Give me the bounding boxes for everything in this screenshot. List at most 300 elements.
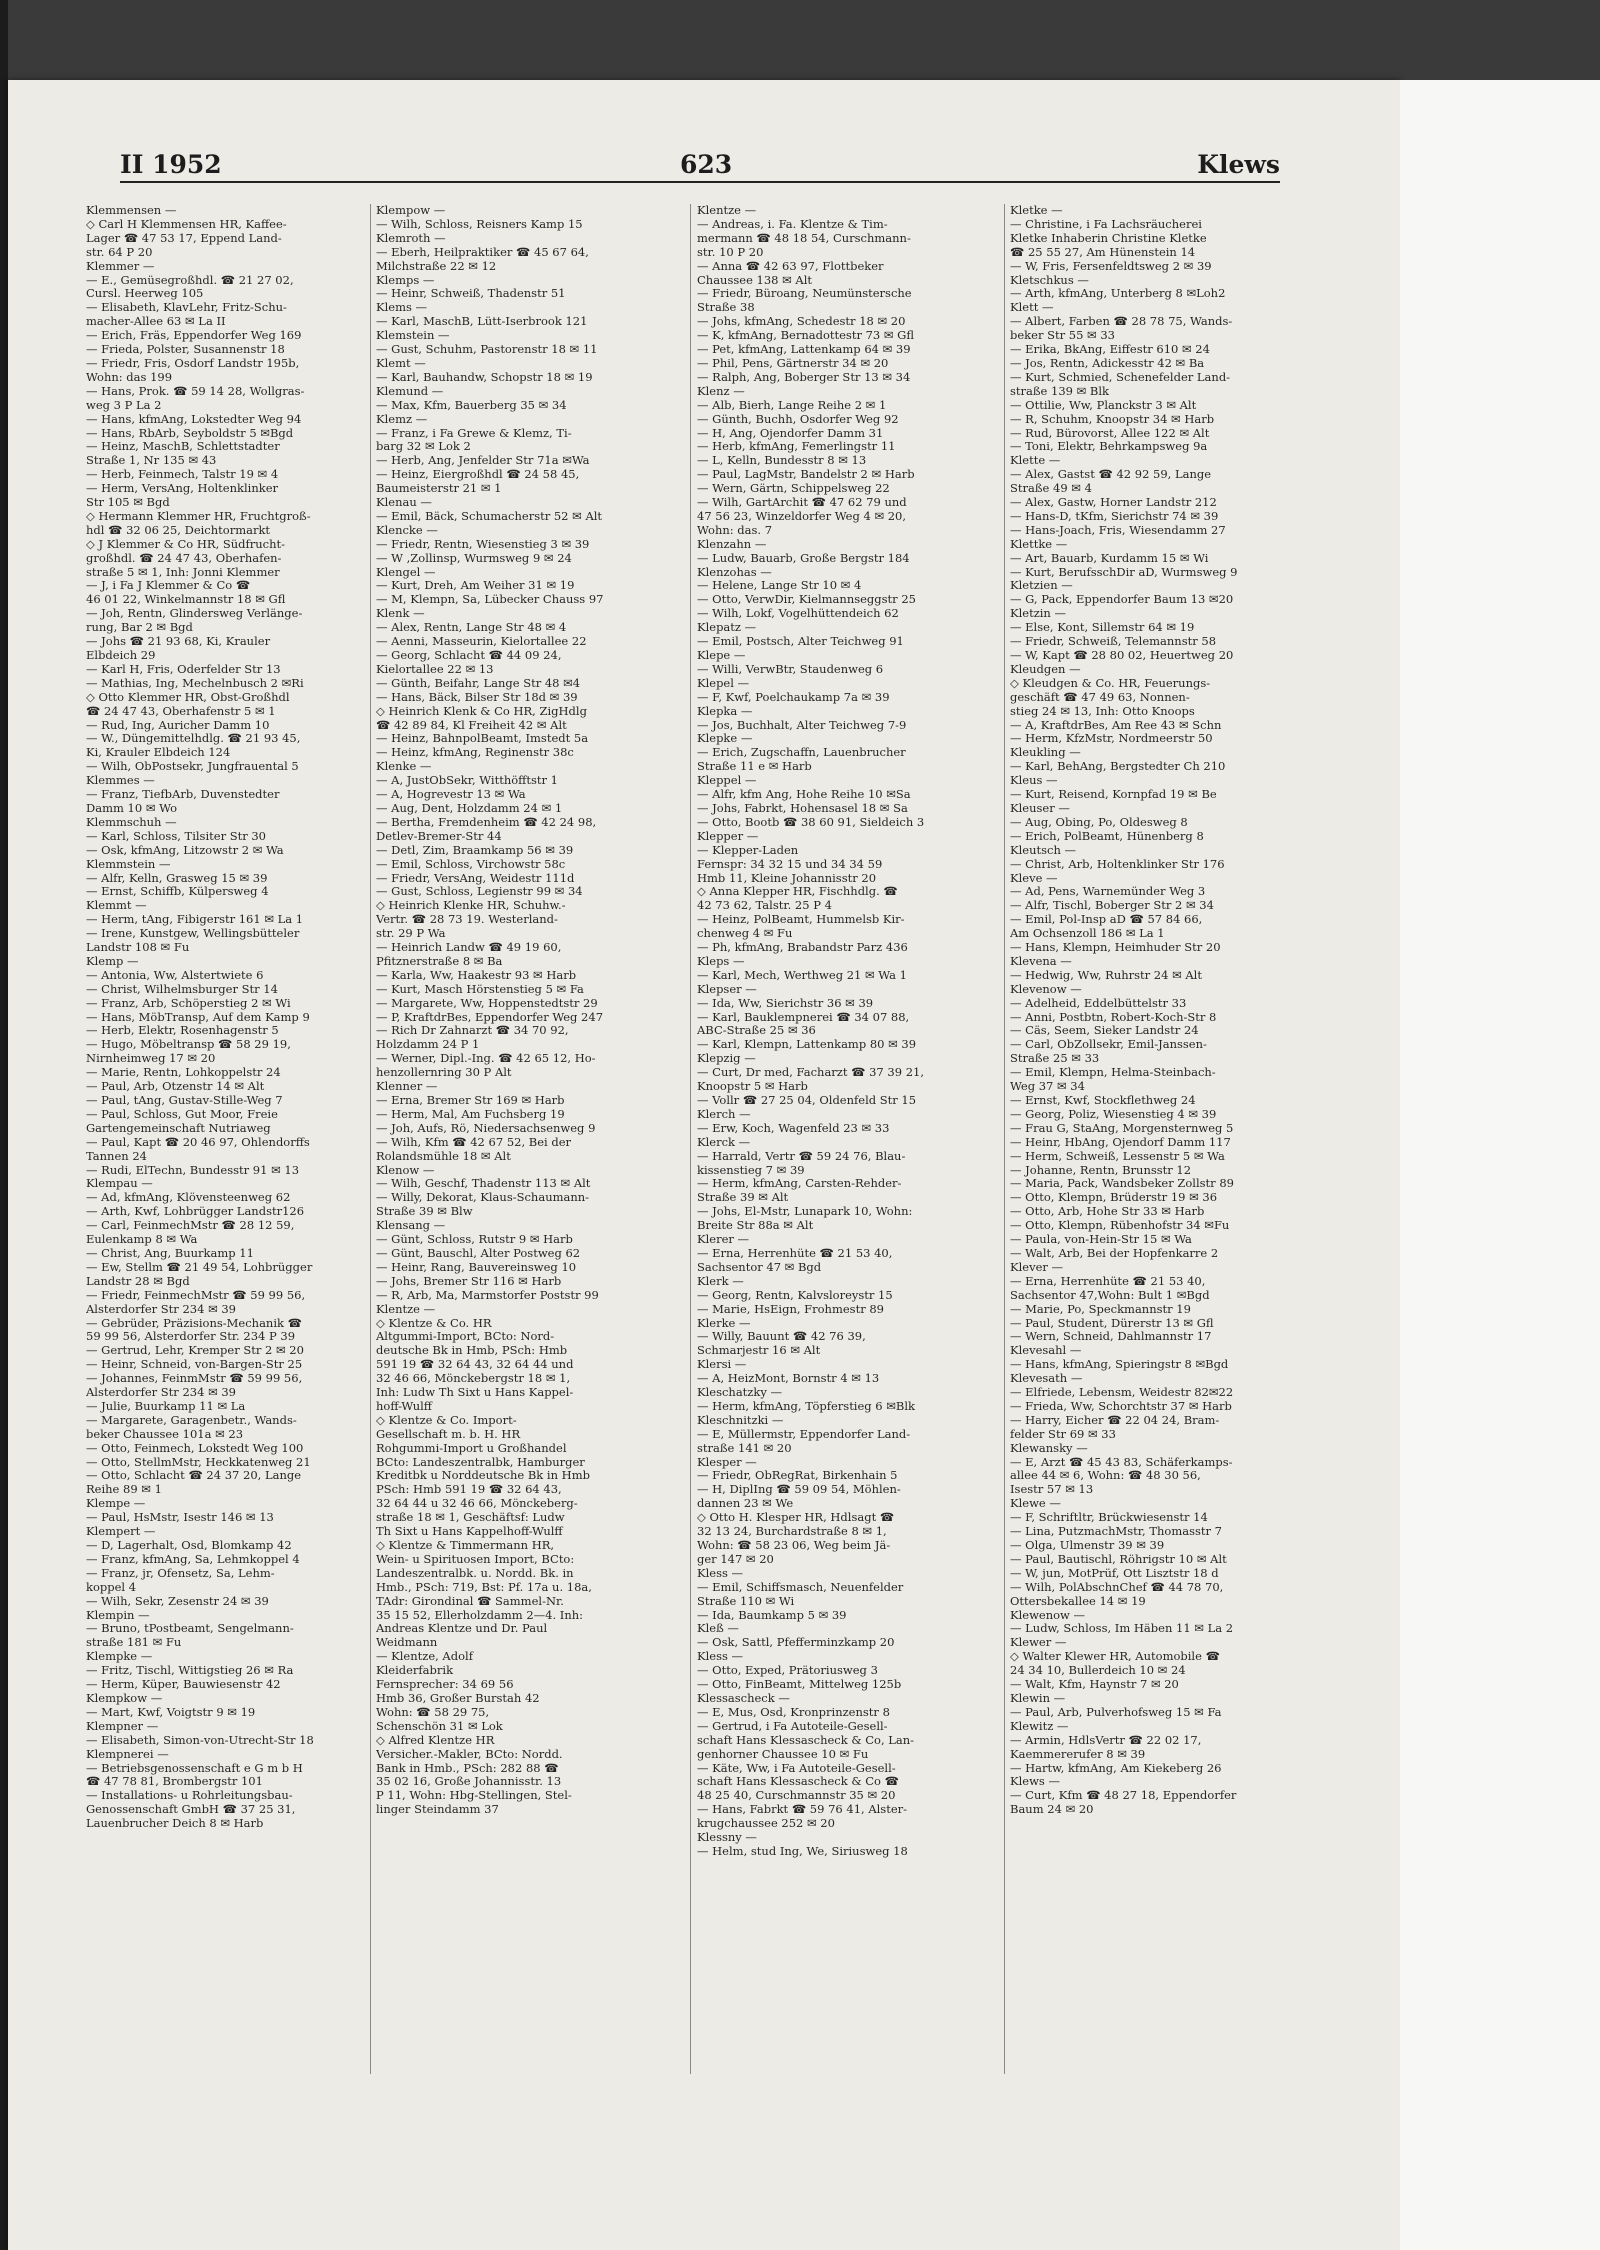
directory-entry-line: allee 44 ✉ 6, Wohn: ☎ 48 30 56, [1010,1469,1201,1483]
directory-entry-line: — Karl H, Fris, Oderfelder Str 13 [86,662,281,676]
directory-entry-line: — Armin, HdlsVertr ☎ 22 02 17, [1010,1733,1202,1747]
directory-entry-line: Kleukling — [1010,746,1081,760]
directory-entry-line: — Kurt, Schmied, Schenefelder Land- [1010,370,1231,384]
directory-entry-line: Klemmes — [86,774,155,788]
directory-entry-line: — Otto, Bootb ☎ 38 60 91, Sieldeich 3 [697,815,925,829]
directory-entry-line: weg 3 P La 2 [86,398,162,412]
directory-entry-line: Klemmstein — [86,857,171,871]
directory-entry-line: Klett — [1010,301,1054,315]
directory-entry-line: — Marie, Rentn, Lohkoppelstr 24 [86,1066,281,1080]
directory-entry-line: — Rich Dr Zahnarzt ☎ 34 70 92, [376,1024,569,1038]
directory-entry-line: — Phil, Pens, Gärtnerstr 34 ✉ 20 [697,356,889,370]
directory-entry-line: — Karl, Mech, Werthweg 21 ✉ Wa 1 [697,968,907,982]
directory-entry-line: — Betriebsgenossenschaft e G m b H [86,1761,303,1775]
directory-entry-line: — Klepper-Laden [697,843,799,857]
directory-entry-line: Hmb., PSch: 719, Bst: Pf. 17a u. 18a, [376,1580,592,1594]
directory-entry-line: Alsterdorfer Str 234 ✉ 39 [86,1386,236,1400]
directory-entry-line: — Art, Bauarb, Kurdamm 15 ✉ Wi [1010,551,1209,565]
directory-entry-line: Isestr 57 ✉ 13 [1010,1483,1094,1497]
directory-entry-line: — Heinr, Schneid, von-Bargen-Str 25 [86,1358,303,1372]
column-3 [697,204,969,1859]
directory-entry-line: Klepe — [697,649,746,662]
directory-entry-line: — Ida, Ww, Sierichstr 36 ✉ 39 [697,996,874,1010]
directory-entry-line: — J, i Fa J Klemmer & Co ☎ [86,579,251,593]
directory-entry-line: — Günt, Bauschl, Alter Postweg 62 [376,1246,581,1260]
directory-entry-line: Landeszentralbk. u. Nordd. Bk. in [376,1566,574,1580]
directory-entry-line: — Friedr, FeinmechMstr ☎ 59 99 56, [86,1288,306,1302]
directory-entry-line: ◇ Walter Klewer HR, Automobile ☎ [1010,1650,1220,1664]
directory-entry-line: Th Sixt u Hans Kappelhoff-Wulff [376,1525,563,1539]
directory-entry-line: — Georg, Schlacht ☎ 44 09 24, [376,649,562,662]
directory-entry-line: — Hans, kfmAng, Spieringstr 8 ✉Bgd [1010,1358,1229,1372]
directory-entry-line: — Irene, Kunstgew, Wellingsbütteler [86,927,300,941]
directory-entry-line: — Franz, i Fa Grewe & Klemz, Ti- [376,426,572,440]
directory-entry-line: str. 29 P Wa [376,927,446,941]
directory-entry-line: — Friedr, Fris, Osdorf Landstr 195b, [86,356,300,370]
directory-entry-line: — Jos, Rentn, Adickesstr 42 ✉ Ba [1010,356,1205,370]
directory-entry-line: Weg 37 ✉ 34 [1010,1080,1085,1094]
directory-entry-line: — Alb, Bierh, Lange Reihe 2 ✉ 1 [697,398,887,412]
directory-entry-line: — Georg, Rentn, Kalvsloreystr 15 [697,1288,893,1302]
directory-entry-line: — Gertrud, i Fa Autoteile-Gesell- [697,1719,888,1733]
directory-entry-line: Klepper — [697,829,759,843]
column-4 [1010,204,1282,1817]
directory-entry-line: — Hans, RbArb, Seyboldstr 5 ✉Bgd [86,426,294,440]
directory-entry-line: — Käte, Ww, i Fa Autoteile-Gesell- [697,1761,896,1775]
directory-entry-line: — Paul, Student, Dürerstr 13 ✉ Gfl [1010,1316,1214,1330]
directory-entry-line: — Emil, Schiffsmasch, Neuenfelder [697,1580,904,1594]
directory-entry-line: Klewenow — [1010,1608,1086,1622]
directory-entry-line: dannen 23 ✉ We [697,1497,794,1511]
directory-entry-line: — Karl, Bauhandw, Schopstr 18 ✉ 19 [376,370,593,384]
directory-entry-line: — Ernst, Kwf, Stockflethweg 24 [1010,1094,1196,1107]
directory-entry-line: — Lina, PutzmachMstr, Thomasstr 7 [1010,1525,1222,1539]
directory-entry-line: — Karl, BehAng, Bergstedter Ch 210 [1010,760,1226,774]
directory-entry-line: 35 15 52, Ellerholzdamm 2—4. Inh: [376,1608,583,1622]
directory-entry-line: straße 18 ✉ 1, Geschäftsf: Ludw [376,1511,565,1525]
directory-entry-line: — Karla, Ww, Haakestr 93 ✉ Harb [376,968,577,982]
directory-entry-line: ◇ Otto H. Klesper HR, Hdlsagt ☎ [697,1511,895,1525]
directory-entry-line: — Aug, Dent, Holzdamm 24 ✉ 1 [376,801,563,815]
directory-entry-line: 32 46 66, Mönckebergstr 18 ✉ 1, [376,1372,571,1386]
page-number: 623 [680,150,733,179]
directory-entry-line: Kleiderfabrik [376,1664,454,1678]
directory-entry-line: — Rudi, ElTechn, Bundesstr 91 ✉ 13 [86,1163,300,1177]
directory-entry-line: — Frieda, Polster, Susannenstr 18 [86,343,285,357]
directory-entry-line: 46 01 22, Winkelmannstr 18 ✉ Gfl [86,593,286,607]
directory-entry-line: — Ad, Pens, Warnemünder Weg 3 [1010,885,1206,899]
directory-entry-line: Kletke — [1010,204,1063,217]
directory-entry-line: — Alfr, kfm Ang, Hohe Reihe 10 ✉Sa [697,788,911,802]
directory-entry-line: Klentze — [376,1302,436,1316]
directory-entry-line: Klemp — [86,954,139,968]
directory-entry-line: — A, HeizMont, Bornstr 4 ✉ 13 [697,1372,880,1386]
directory-entry-line: — Frieda, Ww, Schorchtstr 37 ✉ Harb [1010,1399,1232,1413]
directory-entry-line: — Erw, Koch, Wagenfeld 23 ✉ 33 [697,1121,890,1135]
directory-entry-line: — Franz, jr, Ofensetz, Sa, Lehm- [86,1566,275,1580]
directory-entry-line: beker Str 55 ✉ 33 [1010,329,1115,343]
directory-entry-line: — E, Arzt ☎ 45 43 83, Schäferkamps- [1010,1455,1233,1469]
directory-entry-line: — Herb, Elektr, Rosenhagenstr 5 [86,1024,279,1038]
directory-entry-line: Rolandsmühle 18 ✉ Alt [376,1149,511,1163]
directory-entry-line: — Herb, Feinmech, Talstr 19 ✉ 4 [86,468,279,482]
header-right: Klews [1197,150,1280,179]
directory-entry-line: Klewe — [1010,1497,1061,1511]
directory-entry-line: — Kurt, Dreh, Am Weiher 31 ✉ 19 [376,579,575,593]
directory-entry-line: Klessny — [697,1831,757,1845]
directory-entry-line: — Johs, Fabrkt, Hohensasel 18 ✉ Sa [697,801,908,815]
directory-entry-line: — Gust, Schloss, Legienstr 99 ✉ 34 [376,885,583,899]
directory-entry-line: Pfitznerstraße 8 ✉ Ba [376,954,503,968]
directory-entry-line: Landstr 108 ✉ Fu [86,941,190,955]
directory-entry-line: Holzdamm 24 P 1 [376,1038,480,1052]
directory-entry-line: Detlev-Bremer-Str 44 [376,829,502,843]
directory-entry-line: — Christ, Ang, Buurkamp 11 [86,1246,254,1260]
directory-entry-line: Eulenkamp 8 ✉ Wa [86,1233,198,1247]
directory-entry-line: Klewitz — [1010,1719,1069,1733]
directory-entry-line: — Friedr, VersAng, Weidestr 111d [376,871,575,885]
directory-entry-line: — Vollr ☎ 27 25 04, Oldenfeld Str 15 [697,1094,917,1107]
directory-entry-line: — Herm, Küper, Bauwiesenstr 42 [86,1678,281,1692]
directory-entry-line: deutsche Bk in Hmb, PSch: Hmb [376,1344,568,1358]
directory-entry-line: Vertr. ☎ 28 73 19. Westerland- [376,913,558,927]
directory-entry-line: — Karl, MaschB, Lütt-Iserbrook 121 [376,315,588,329]
directory-entry-line: Kleutsch — [1010,843,1077,857]
directory-entry-line: — Wilh, Sekr, Zesenstr 24 ✉ 39 [86,1594,269,1608]
directory-entry-line: — Hans, kfmAng, Lokstedter Weg 94 [86,412,302,426]
directory-entry-line: — Wilh, GartArchit ☎ 47 62 79 und [697,496,907,510]
directory-entry-line: Klemstein — [376,329,450,343]
directory-entry-line: Chaussee 138 ✉ Alt [697,273,813,287]
directory-entry-line: — Hans, Fabrkt ☎ 59 76 41, Alster- [697,1803,908,1817]
directory-entry-line: — Elisabeth, KlavLehr, Fritz-Schu- [86,301,287,315]
directory-entry-line: straße 141 ✉ 20 [697,1441,792,1455]
directory-entry-line: — Herm, tAng, Fibigerstr 161 ✉ La 1 [86,913,304,927]
directory-entry-line: — Friedr, Büroang, Neumünstersche [697,287,912,301]
directory-entry-line: — Hugo, Möbeltransp ☎ 58 29 19, [86,1038,291,1052]
directory-entry-line: — Heinrich Landw ☎ 49 19 60, [376,941,562,955]
directory-entry-line: — Paul, Kapt ☎ 20 46 97, Ohlendorffs [86,1135,310,1149]
directory-entry-line: Klenk — [376,607,425,621]
directory-entry-line: 24 34 10, Bullerdeich 10 ✉ 24 [1010,1664,1186,1678]
directory-entry-line: — Willy, Dekorat, Klaus-Schaumann- [376,1191,590,1205]
directory-entry-line: — Emil, Postsch, Alter Teichweg 91 [697,635,904,649]
directory-entry-line: Klempe — [86,1497,146,1511]
directory-entry-line: — Heinz, BahnpolBeamt, Imstedt 5a [376,732,589,746]
directory-entry-line: — W ,Zollinsp, Wurmsweg 9 ✉ 24 [376,551,572,565]
directory-entry-line: — A, KraftdrBes, Am Ree 43 ✉ Schn [1010,718,1222,732]
directory-entry-line: — Emil, Klempn, Helma-Steinbach- [1010,1066,1216,1080]
directory-entry-line: ◇ Anna Klepper HR, Fischhdlg. ☎ [697,885,898,899]
directory-entry-line: 32 64 44 u 32 46 66, Mönckeberg- [376,1497,578,1511]
directory-entry-line: — Antonia, Ww, Alstertwiete 6 [86,968,264,982]
directory-entry-line: linger Steindamm 37 [376,1803,499,1817]
directory-entry-line: ◇ J Klemmer & Co HR, Südfrucht- [86,537,286,551]
directory-entry-line: — Emil, Schloss, Virchowstr 58c [376,857,566,871]
directory-entry-line: — Otto, VerwDir, Kielmannseggstr 25 [697,593,916,607]
directory-entry-line: — Paul, Arb, Pulverhofsweg 15 ✉ Fa [1010,1705,1222,1719]
directory-entry-line: — Harry, Eicher ☎ 22 04 24, Bram- [1010,1413,1220,1427]
directory-entry-line: — Otto, Feinmech, Lokstedt Weg 100 [86,1441,304,1455]
directory-entry-line: — Aug, Obing, Po, Oldesweg 8 [1010,815,1188,829]
directory-entry-line: — Margarete, Garagenbetr., Wands- [86,1413,297,1427]
directory-entry-line: ☎ 47 78 81, Brombergstr 101 [86,1775,263,1789]
directory-entry-line: Kless — [697,1650,744,1664]
directory-entry-line: — Christ, Wilhelmsburger Str 14 [86,982,278,996]
directory-entry-line: Wohn: ☎ 58 29 75, [376,1705,490,1719]
directory-entry-line: Klever — [1010,1260,1064,1274]
directory-entry-line: — Willy, Bauunt ☎ 42 76 39, [697,1330,866,1344]
directory-entry-line: — Franz, TiefbArb, Duvenstedter [86,788,280,802]
directory-entry-line: Lager ☎ 47 53 17, Eppend Land- [86,231,282,245]
directory-entry-line: Sachsentor 47 ✉ Bgd [697,1260,822,1274]
directory-entry-line: — Ph, kfmAng, Brabandstr Parz 436 [697,941,908,955]
directory-entry-line: — Ludw, Bauarb, Große Bergstr 184 [697,551,910,565]
directory-entry-line: — Walt, Arb, Bei der Hopfenkarre 2 [1010,1246,1219,1260]
directory-entry-line: Bank in Hmb., PSch: 282 88 ☎ [376,1761,559,1775]
directory-entry-line: Kletschkus — [1010,273,1089,287]
directory-entry-line: Klempert — [86,1525,156,1539]
directory-entry-line: — Herm, VersAng, Holtenklinker [86,482,279,496]
directory-entry-line: Klenzahn — [697,537,767,551]
directory-entry-line: Klenow — [376,1163,435,1177]
directory-entry-line: Schenschön 31 ✉ Lok [376,1719,503,1733]
directory-entry-line: ☎ 25 55 27, Am Hünenstein 14 [1010,245,1196,259]
directory-entry-line: — Otto, Schlacht ☎ 24 37 20, Lange [86,1469,302,1483]
directory-entry-line: Ottersbekallee 14 ✉ 19 [1010,1594,1146,1608]
directory-entry-line: — Günt, Schloss, Rutstr 9 ✉ Harb [376,1233,573,1247]
directory-entry-line: — Erna, Herrenhüte ☎ 21 53 40, [697,1246,893,1260]
directory-entry-line: — Ralph, Ang, Boberger Str 13 ✉ 34 [697,370,911,384]
directory-entry-line: 591 19 ☎ 32 64 43, 32 64 44 und [376,1358,574,1372]
directory-entry-line: Kleuser — [1010,801,1070,815]
directory-entry-line: Klenner — [376,1080,438,1094]
directory-entry-line: Alsterdorfer Str 234 ✉ 39 [86,1302,236,1316]
directory-entry-line: — Toni, Elektr, Behrkampsweg 9a [1010,440,1208,454]
directory-entry-line: — Rud, Ing, Auricher Damm 10 [86,718,270,732]
directory-entry-line: Klempke — [86,1650,153,1664]
directory-entry-line: ◇ Hermann Klemmer HR, Fruchtgroß- [86,509,311,523]
directory-entry-line: Kleß — [697,1622,739,1636]
directory-entry-line: 59 99 56, Alsterdorfer Str. 234 P 39 [86,1330,296,1344]
directory-entry-line: — Paula, von-Hein-Str 15 ✉ Wa [1010,1233,1192,1247]
directory-entry-line: — Ad, kfmAng, Klövensteenweg 62 [86,1191,291,1205]
directory-entry-line: — Paul, Schloss, Gut Moor, Freie [86,1107,278,1121]
directory-entry-line: schaft Hans Klessascheck & Co ☎ [697,1775,899,1789]
directory-entry-line: geschäft ☎ 47 49 63, Nonnen- [1010,690,1190,704]
directory-entry-line: Baum 24 ✉ 20 [1010,1803,1094,1817]
directory-entry-line: — Kurt, Reisend, Kornpfad 19 ✉ Be [1010,788,1217,802]
directory-entry-line: — Wern, Gärtn, Schippelsweg 22 [697,482,890,496]
directory-entry-line: Baumeisterstr 21 ✉ 1 [376,482,502,496]
directory-entry-line: straße 181 ✉ Fu [86,1636,182,1650]
directory-entry-line: Tannen 24 [86,1149,147,1163]
directory-entry-line: — Wilh, PolAbschnChef ☎ 44 78 70, [1010,1580,1224,1594]
directory-entry-line: — Johs, El-Mstr, Lunapark 10, Wohn: [697,1205,913,1219]
directory-entry-line: — Erich, Fräs, Eppendorfer Weg 169 [86,329,302,343]
directory-entry-line: ◇ Otto Klemmer HR, Obst-Großhdl [86,690,290,704]
directory-entry-line: Klenz — [697,384,745,398]
directory-entry-line: mermann ☎ 48 18 54, Curschmann- [697,231,911,245]
directory-entry-line: — Else, Kont, Sillemstr 64 ✉ 19 [1010,621,1195,635]
directory-entry-line: Klempnerei — [86,1747,169,1761]
directory-entry-line: — Georg, Poliz, Wiesenstieg 4 ✉ 39 [1010,1107,1217,1121]
directory-entry-line: — Heinr, Schweiß, Thadenstr 51 [376,287,566,301]
directory-entry-line: — Osk, Sattl, Pfefferminzkamp 20 [697,1636,895,1650]
directory-entry-line: Kletke Inhaberin Christine Kletke [1010,231,1207,245]
directory-entry-line: Klensang — [376,1219,446,1233]
directory-entry-line: chenweg 4 ✉ Fu [697,927,793,941]
directory-entry-line: Kielortallee 22 ✉ 13 [376,662,494,676]
directory-entry-line: Milchstraße 22 ✉ 12 [376,259,497,273]
directory-entry-line: — Ew, Stellm ☎ 21 49 54, Lohbrügger [86,1260,313,1274]
directory-entry-line: — Mathias, Ing, Mechelnbusch 2 ✉Ri [86,676,304,690]
directory-entry-line: — Eberh, Heilpraktiker ☎ 45 67 64, [376,245,589,259]
directory-entry-line: ◇ Alfred Klentze HR [376,1733,495,1747]
directory-entry-line: — W, Fris, Fersenfeldtsweg 2 ✉ 39 [1010,259,1212,273]
directory-entry-line: Kleschnitzki — [697,1413,784,1427]
directory-entry-line: Fernsprecher: 34 69 56 [376,1678,514,1692]
scanner-edge [0,0,8,2250]
directory-entry-line: — Wilh, Geschf, Thadenstr 113 ✉ Alt [376,1177,591,1191]
directory-entry-line: Schmarjestr 16 ✉ Alt [697,1344,821,1358]
directory-entry-line: Klevesath — [1010,1372,1083,1386]
directory-entry-line: — Adelheid, Eddelbüttelstr 33 [1010,996,1187,1010]
directory-entry-line: — Olga, Ulmenstr 39 ✉ 39 [1010,1539,1165,1552]
directory-entry-line: Weidmann [376,1636,438,1650]
directory-entry-line: — Herb, Ang, Jenfelder Str 71a ✉Wa [376,454,590,468]
directory-entry-line: — Hans, MöbTransp, Auf dem Kamp 9 [86,1010,310,1024]
directory-entry-line: Inh: Ludw Th Sixt u Hans Kappel- [376,1386,574,1400]
directory-entry-line: Wohn: das 199 [86,370,173,384]
directory-entry-line: Hmb 36, Großer Burstah 42 [376,1691,540,1705]
directory-entry-line: Klerck — [697,1135,751,1149]
directory-entry-line: Straße 39 ✉ Alt [697,1191,789,1205]
directory-entry-line: Kreditbk u Norddeutsche Bk in Hmb [376,1469,590,1483]
directory-entry-line: — K, kfmAng, Bernadottestr 73 ✉ Gfl [697,329,915,343]
directory-entry-line: Klevesahl — [1010,1344,1082,1358]
directory-entry-line: — Harrald, Vertr ☎ 59 24 76, Blau- [697,1149,906,1163]
directory-entry-line: Straße 1, Nr 135 ✉ 43 [86,454,217,468]
directory-entry-line: Klengel — [376,565,436,579]
directory-entry-line: — Installations- u Rohrleitungsbau- [86,1789,293,1803]
directory-entry-line: Klemps — [376,273,435,287]
directory-entry-line: — Elisabeth, Simon-von-Utrecht-Str 18 [86,1733,314,1747]
page-header [120,150,1280,190]
directory-entry-line: Klerk — [697,1274,744,1288]
directory-entry-line: koppel 4 [86,1580,137,1594]
directory-entry-line: henzollernring 30 P Alt [376,1066,512,1080]
directory-entry-line: Klemmensen — [86,204,177,217]
directory-entry-line: rung, Bar 2 ✉ Bgd [86,621,193,635]
directory-entry-line: 42 73 62, Talstr. 25 P 4 [697,899,832,913]
directory-entry-line: Klewansky — [1010,1441,1088,1455]
directory-entry-line: — Friedr, ObRegRat, Birkenhain 5 [697,1469,898,1483]
directory-entry-line: — Wilh, Kfm ☎ 42 67 52, Bei der [376,1135,572,1149]
directory-entry-line: — Willi, VerwBtr, Staudenweg 6 [697,662,884,676]
directory-entry-line: — Alfr, Kelln, Grasweg 15 ✉ 39 [86,871,268,885]
directory-entry-line: Am Ochsenzoll 186 ✉ La 1 [1010,927,1165,941]
directory-entry-line: straße 5 ✉ 1, Inh: Jonni Klemmer [86,565,280,579]
directory-entry-line: — Joh, Rentn, Glindersweg Verlänge- [86,607,303,621]
directory-entry-line: Straße 25 ✉ 33 [1010,1052,1100,1066]
directory-entry-line: Klerke — [697,1316,751,1330]
directory-entry-line: — F, Kwf, Poelchaukamp 7a ✉ 39 [697,690,890,704]
directory-entry-line: Klencke — [376,523,438,537]
directory-entry-line: ☎ 24 47 43, Oberhafenstr 5 ✉ 1 [86,704,276,718]
directory-entry-line: 35 02 16, Große Johannisstr. 13 [376,1775,562,1789]
directory-entry-line: — Paul, Arb, Otzenstr 14 ✉ Alt [86,1080,265,1094]
directory-entry-line: Klevena — [1010,954,1072,968]
page-margin [1400,80,1600,2250]
directory-entry-line: — H, DiplIng ☎ 59 09 54, Möhlen- [697,1483,901,1497]
directory-entry-line: — Christ, Arb, Holtenklinker Str 176 [1010,857,1225,871]
directory-entry-line: Ki, Krauler Elbdeich 124 [86,746,231,760]
directory-entry-line: Klemz — [376,412,428,426]
directory-entry-line: straße 139 ✉ Blk [1010,384,1110,398]
directory-entry-line: Fernspr: 34 32 15 und 34 34 59 [697,857,883,871]
directory-entry-line: — Erich, PolBeamt, Hünenberg 8 [1010,829,1204,843]
directory-entry-line: ger 147 ✉ 20 [697,1552,774,1566]
directory-entry-line: — Anna ☎ 42 63 97, Flottbeker [697,259,884,273]
directory-entry-line: — Helene, Lange Str 10 ✉ 4 [697,579,862,593]
directory-entry-line: Klemt — [376,356,426,370]
directory-entry-line: ◇ Klentze & Co. HR [376,1316,492,1330]
directory-entry-line: — Joh, Aufs, Rö, Niedersachsenweg 9 [376,1121,596,1135]
directory-entry-line: — Otto, StellmMstr, Heckkatenweg 21 [86,1455,311,1469]
directory-entry-line: — Paul, tAng, Gustav-Stille-Weg 7 [86,1094,283,1107]
header-rule [120,181,1280,183]
directory-entry-line: — Frau G, StaAng, Morgensternweg 5 [1010,1121,1234,1135]
directory-entry-line: Kletzien — [1010,579,1073,593]
directory-entry-line: — Rud, Bürovorst, Allee 122 ✉ Alt [1010,426,1210,440]
directory-entry-line: ◇ Kleudgen & Co. HR, Feuerungs- [1010,676,1211,690]
directory-entry-line: — Gertrud, Lehr, Kremper Str 2 ✉ 20 [86,1344,304,1358]
directory-entry-line: stieg 24 ✉ 13, Inh: Otto Knoops [1010,704,1195,718]
directory-entry-line: Klemmt — [86,899,147,913]
directory-entry-line: — Curt, Kfm ☎ 48 27 18, Eppendorfer [1010,1789,1237,1803]
directory-entry-line: — Otto, FinBeamt, Mittelweg 125b [697,1678,902,1692]
directory-entry-line: — A, JustObSekr, Witthöfftstr 1 [376,774,558,788]
directory-entry-line: — Werner, Dipl.-Ing. ☎ 42 65 12, Ho- [376,1052,596,1066]
directory-entry-line: ◇ Heinrich Klenke HR, Schuhw.- [376,899,566,913]
directory-entry-line: — Heinr, Rang, Bauvereinsweg 10 [376,1260,577,1274]
directory-entry-line: — Erika, BkAng, Eiffestr 610 ✉ 24 [1010,343,1210,357]
directory-entry-line: — Paul, Bautischl, Röhrigstr 10 ✉ Alt [1010,1552,1227,1566]
directory-entry-line: — Otto, Klempn, Brüderstr 19 ✉ 36 [1010,1191,1218,1205]
directory-entry-line: — Maria, Pack, Wandsbeker Zollstr 89 [1010,1177,1234,1191]
directory-entry-line: — Herm, kfmAng, Töpferstieg 6 ✉Blk [697,1399,916,1413]
directory-entry-line: Kleus — [1010,774,1058,788]
directory-entry-line: — Herm, Schweiß, Lessenstr 5 ✉ Wa [1010,1149,1225,1163]
directory-entry-line: — Alex, Gastw, Horner Landstr 212 [1010,496,1217,510]
column-2 [376,204,648,1817]
directory-entry-line: Altgummi-Import, BCto: Nord- [376,1330,555,1344]
directory-entry-line: — Fritz, Tischl, Wittigstieg 26 ✉ Ra [86,1664,294,1678]
directory-entry-line: ◇ Klentze & Timmermann HR, [376,1539,555,1552]
directory-entry-line: Klesper — [697,1455,757,1469]
directory-entry-line: ◇ Klentze & Co. Import- [376,1413,517,1427]
column-divider [370,204,371,2074]
directory-entry-line: Andreas Klentze und Dr. Paul [376,1622,548,1636]
directory-entry-line: — Ernst, Schiffb, Külpersweg 4 [86,885,269,899]
directory-entry-line: — Margarete, Ww, Hoppenstedtstr 29 [376,996,598,1010]
directory-entry-line: — Alex, Rentn, Lange Str 48 ✉ 4 [376,621,567,635]
directory-entry-line: Klerer — [697,1233,750,1247]
directory-entry-line: BCto: Landeszentralbk, Hamburger [376,1455,585,1469]
directory-entry-line: ◇ Carl H Klemmensen HR, Kaffee- [86,217,287,231]
directory-entry-line: Straße 11 e ✉ Harb [697,760,812,774]
